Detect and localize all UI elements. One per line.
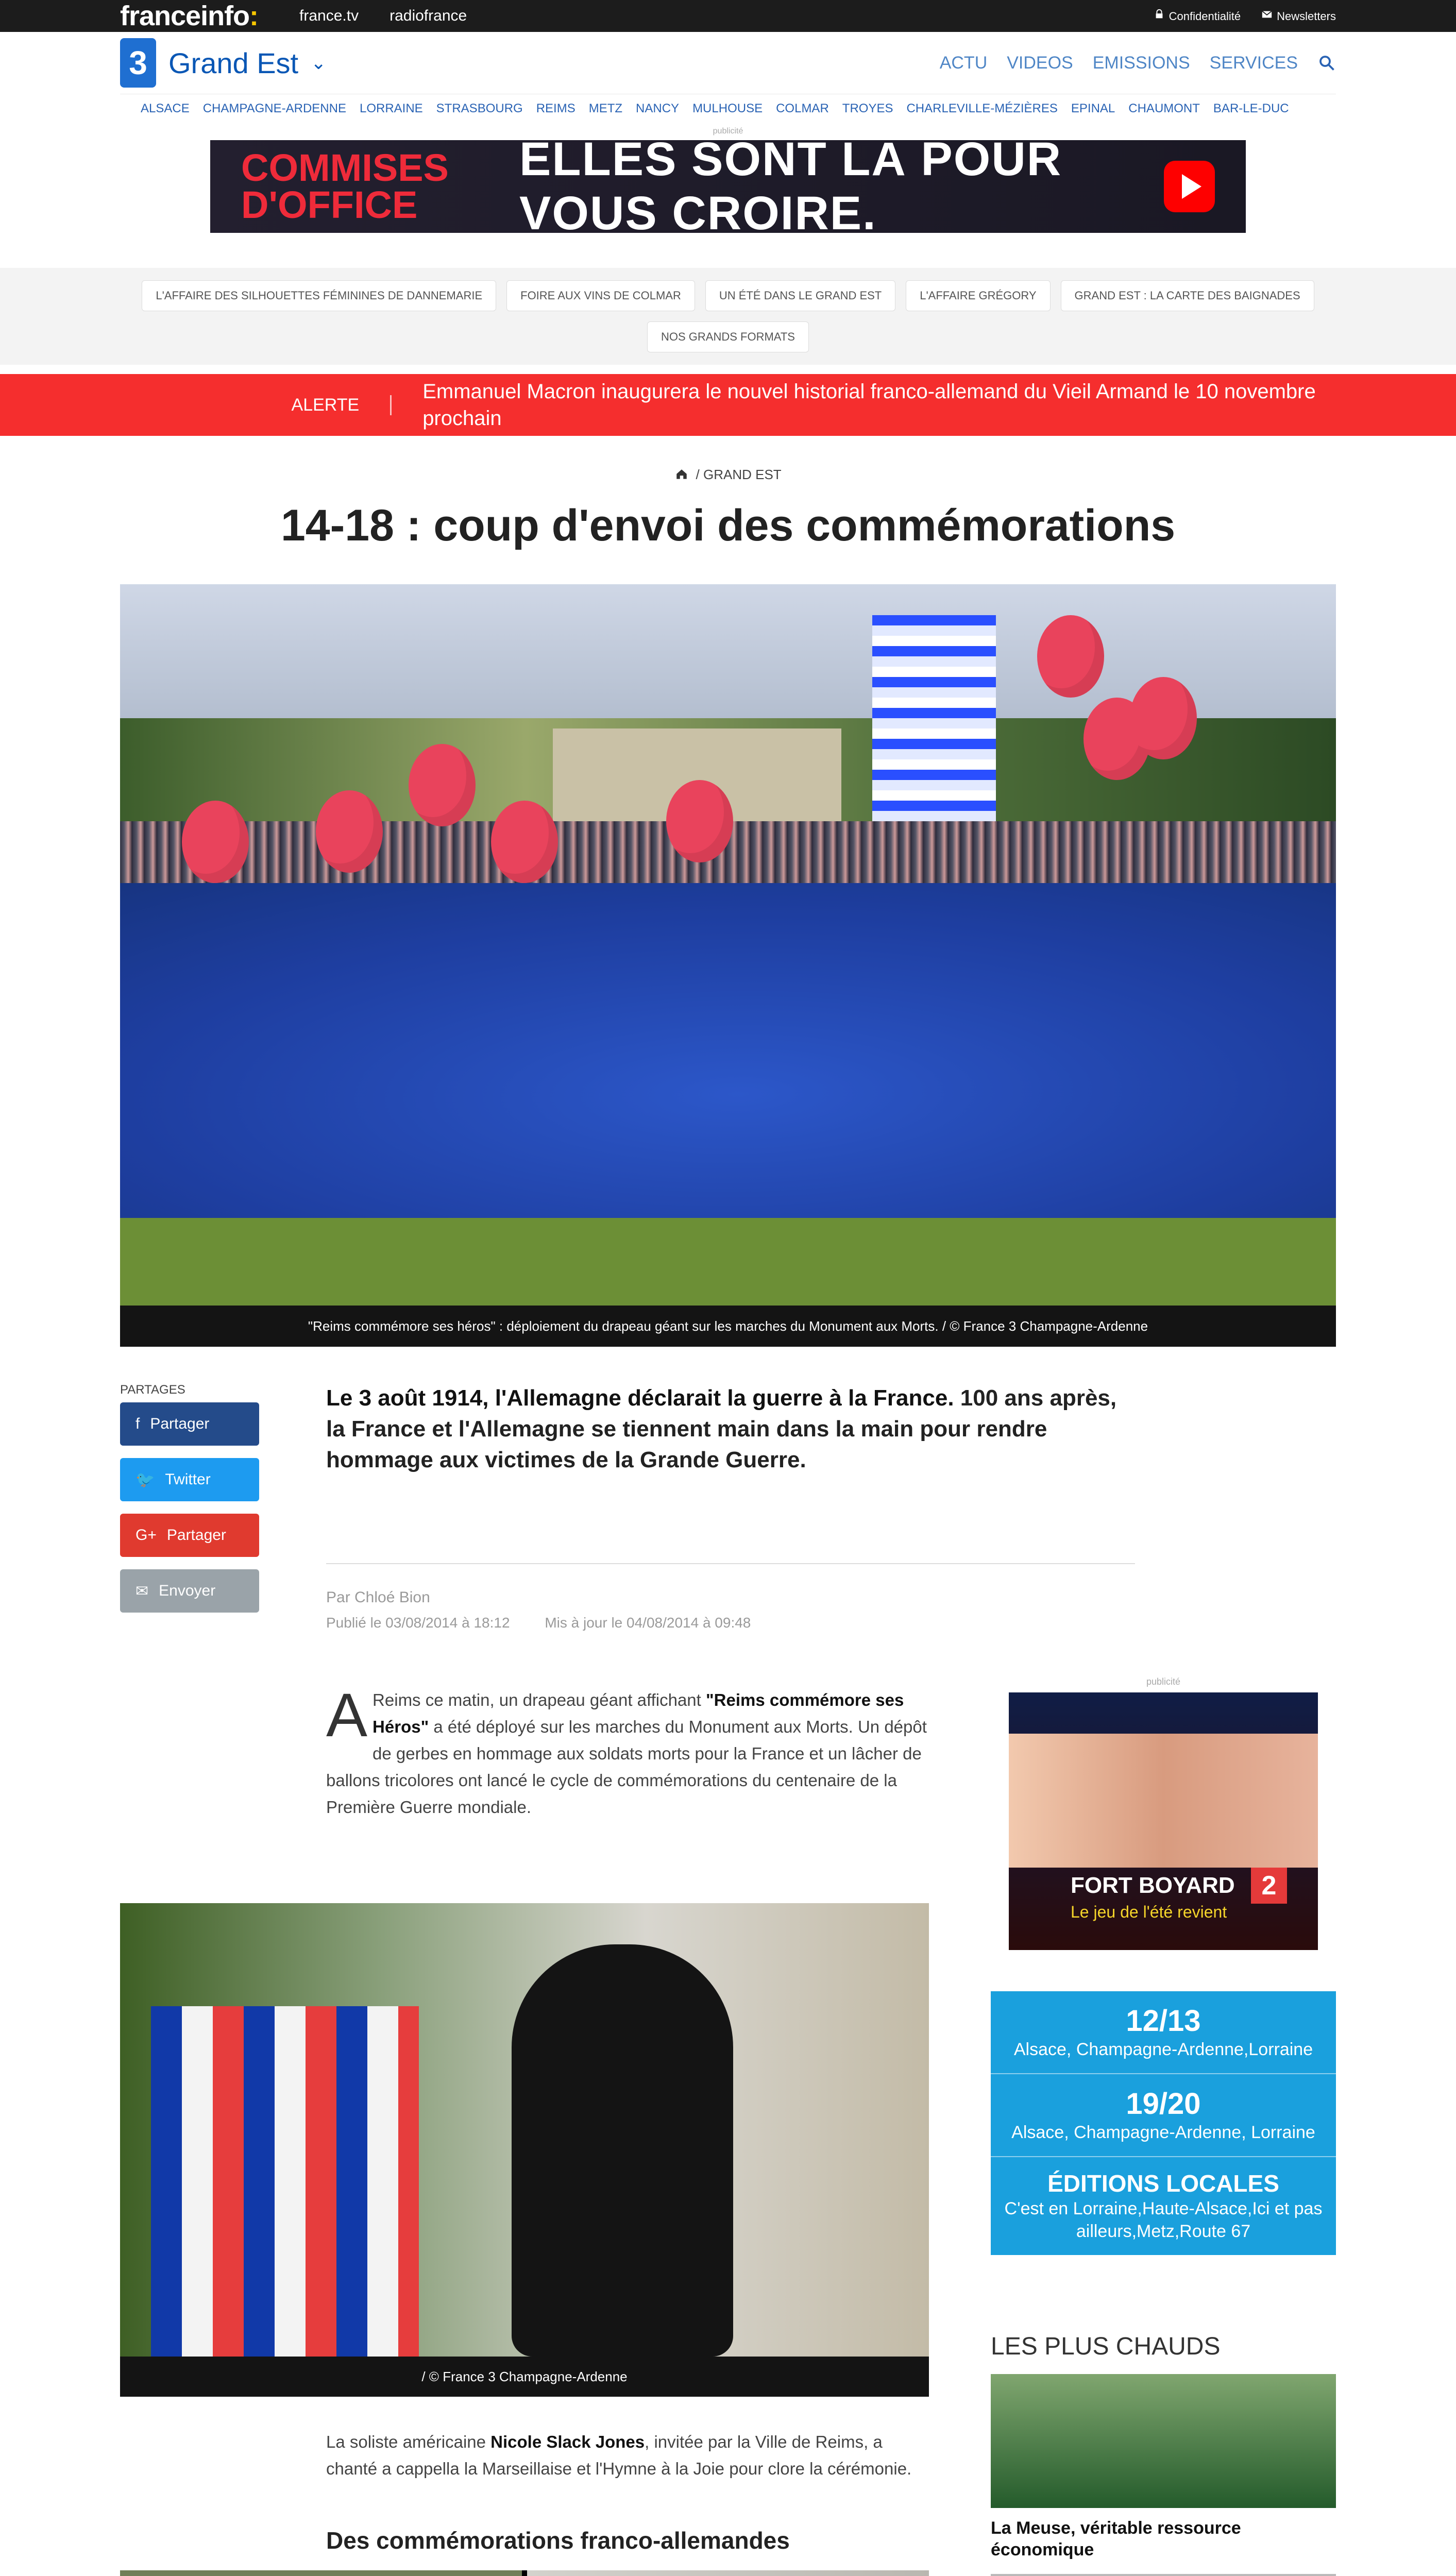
region-colmar[interactable]: COLMAR xyxy=(776,101,829,115)
region-barleduc[interactable]: BAR-LE-DUC xyxy=(1213,101,1289,115)
page-title: 14-18 : coup d'envoi des commémorations xyxy=(280,501,1176,550)
region-nancy[interactable]: NANCY xyxy=(636,101,680,115)
editions-panel xyxy=(991,1991,1336,2255)
nav-services[interactable]: SERVICES xyxy=(1209,53,1298,73)
site-header xyxy=(120,32,1336,94)
editions-locales[interactable]: ÉDITIONS LOCALES C'est en Lorraine,Haute-Alsace,Ici et pas ailleurs,Metz,Route 67 xyxy=(1004,2170,1323,2241)
tag-baignades[interactable]: GRAND EST : LA CARTE DES BAIGNADES xyxy=(1061,280,1314,311)
region-lorraine[interactable]: LORRAINE xyxy=(359,101,423,115)
tag-ete[interactable]: UN ÉTÉ DANS LE GRAND EST xyxy=(705,280,895,311)
hot-item[interactable] xyxy=(991,2574,1336,2576)
hot-thumb[interactable] xyxy=(991,2374,1336,2508)
breadcrumb-region[interactable]: / GRAND EST xyxy=(696,467,782,482)
search-icon[interactable] xyxy=(1317,54,1336,72)
share-column xyxy=(120,1383,259,1625)
edition-1213[interactable]: 12/13 Alsace, Champagne-Ardenne,Lorraine xyxy=(991,1991,1336,2074)
googleplus-icon: G+ xyxy=(136,1527,157,1544)
link-radiofrance[interactable]: radiofrance xyxy=(390,7,467,24)
home-icon[interactable] xyxy=(674,468,689,481)
hero-caption: "Reims commémore ses héros" : déploiement du drapeau géant sur les marches du Monument aux Morts. / © France 3 Champagne-Ardenne xyxy=(120,1306,1336,1347)
ad-banner-text: ELLES SONT LÀ POUR VOUS CROIRE. xyxy=(519,133,1062,240)
twitter-share-button[interactable]: 🐦 Twitter xyxy=(120,1458,259,1501)
france3-logo: 3 xyxy=(120,38,156,88)
sidebar xyxy=(991,1676,1336,2576)
franceinfo-logo[interactable]: franceinfo: xyxy=(120,1,259,31)
main-nav xyxy=(940,53,1336,73)
region-metz[interactable]: METZ xyxy=(588,101,623,115)
author: Par Chloé Bion xyxy=(326,1589,430,1606)
dropcap: A xyxy=(326,1681,368,1750)
region-epinal[interactable]: EPINAL xyxy=(1071,101,1115,115)
hot-title: LES PLUS CHAUDS xyxy=(991,2333,1221,2360)
googleplus-share-button[interactable]: G+ Partager xyxy=(120,1514,259,1557)
ad-label: publicité xyxy=(713,127,743,135)
mail-icon: ✉ xyxy=(136,1582,149,1600)
twitter-icon: 🐦 xyxy=(136,1471,155,1488)
lead-divider xyxy=(326,1563,1135,1564)
dates xyxy=(326,1615,782,1631)
region-champagne[interactable]: CHAMPAGNE-ARDENNE xyxy=(202,101,346,115)
mail-icon xyxy=(1261,9,1273,20)
tag-grands-formats[interactable]: NOS GRANDS FORMATS xyxy=(647,321,809,352)
region-title: Grand Est xyxy=(168,46,299,79)
edition-1920[interactable]: 19/20 Alsace, Champagne-Ardenne, Lorraine xyxy=(991,2074,1336,2157)
region-reims[interactable]: REIMS xyxy=(536,101,575,115)
breadcrumb xyxy=(0,467,1456,483)
nav-videos[interactable]: VIDEOS xyxy=(1007,53,1073,73)
fort-boyard-ad[interactable]: FORT BOYARD 2 Le jeu de l'été revient xyxy=(1009,1692,1318,1950)
nav-emissions[interactable]: EMISSIONS xyxy=(1092,53,1190,73)
ad-banner[interactable] xyxy=(210,133,1246,240)
paragraph-2: La soliste américaine Nicole Slack Jones, invitée par la Ville de Reims, a chanté a cappella la Marseillaise et l'Hymne à la Joie pour clore la cérémonie. xyxy=(326,2432,912,2478)
alert-text[interactable]: Emmanuel Macron inaugurera le nouvel historial franco-allemand du Vieil Armand le 10 novembre prochain xyxy=(422,380,1316,430)
paragraph-1: A Reims ce matin, un drapeau géant affichant "Reims commémore ses Héros" a été déployé sur les marches du Monument aux Morts. Un dépôt de gerbes en hommage aux soldats morts pour la France et un lâcher de ballons tricolores ont lancé le cycle de commémorations du centenaire de la Première Guerre mondiale. xyxy=(326,1681,927,1817)
france2-badge: 2 xyxy=(1251,1868,1287,1904)
tag-foire-vins[interactable]: FOIRE AUX VINS DE COLMAR xyxy=(506,280,695,311)
link-francetv[interactable]: france.tv xyxy=(299,7,359,24)
region-alsace[interactable]: ALSACE xyxy=(141,101,190,115)
region-charleville[interactable]: CHARLEVILLE-MÉZIÈRES xyxy=(906,101,1058,115)
top-bar xyxy=(0,0,1456,32)
ad-banner-left: COMMISES D'OFFICE xyxy=(241,146,449,226)
article xyxy=(120,1347,1336,2576)
region-chaumont[interactable]: CHAUMONT xyxy=(1128,101,1200,115)
newsletter-link[interactable]: Newsletters xyxy=(1261,9,1336,23)
share-title: PARTAGES xyxy=(120,1383,185,1397)
region-links xyxy=(120,94,1336,123)
hero-image xyxy=(120,584,1336,1306)
facebook-icon: f xyxy=(136,1415,140,1432)
hot-item[interactable]: La Meuse, véritable ressource économique xyxy=(991,2374,1336,2561)
singer-image-caption: / © France 3 Champagne-Ardenne xyxy=(120,2357,929,2397)
region-mulhouse[interactable]: MULHOUSE xyxy=(692,101,763,115)
published-date: Publié le 03/08/2014 à 18:12 xyxy=(326,1615,510,1631)
email-share-button[interactable]: ✉ Envoyer xyxy=(120,1569,259,1613)
section-heading: Des commémorations franco-allemandes xyxy=(326,2527,790,2554)
alert-label: ALERTE xyxy=(120,395,392,415)
singer-image xyxy=(120,1903,929,2357)
sidebar-ad-label: publicité xyxy=(1146,1676,1181,1687)
facebook-share-button[interactable]: f Partager xyxy=(120,1402,259,1446)
nav-actu[interactable]: ACTU xyxy=(939,53,988,73)
privacy-link[interactable]: Confidentialité xyxy=(1154,9,1241,23)
tag-gregory[interactable]: L'AFFAIRE GRÉGORY xyxy=(906,280,1050,311)
chevron-down-icon[interactable]: ⌄ xyxy=(311,52,327,73)
updated-date: Mis à jour le 04/08/2014 à 09:48 xyxy=(545,1615,751,1631)
commemoration-images xyxy=(120,2570,929,2576)
lock-icon xyxy=(1154,9,1165,20)
topic-tags xyxy=(0,268,1456,365)
region-strasbourg[interactable]: STRASBOURG xyxy=(436,101,523,115)
region-troyes[interactable]: TROYES xyxy=(842,101,893,115)
youtube-play-icon[interactable] xyxy=(1164,161,1215,212)
hot-thumb[interactable] xyxy=(991,2574,1336,2576)
lead-text: Le 3 août 1914, l'Allemagne déclarait la guerre à la France. 100 ans après, la France et l'Allemagne se tiennent main dans la main pour rendre hommage aux victimes de la Grande Guerre. xyxy=(326,1385,1117,1472)
tag-silhouettes[interactable]: L'AFFAIRE DES SILHOUETTES FÉMININES DE DANNEMARIE xyxy=(142,280,496,311)
region-logo[interactable] xyxy=(120,38,326,88)
alert-bar xyxy=(0,374,1456,436)
